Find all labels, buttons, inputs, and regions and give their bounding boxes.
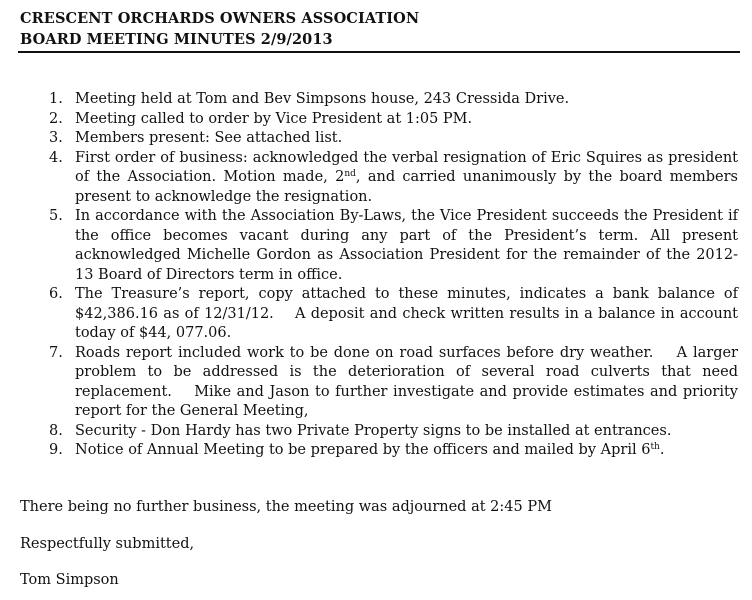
minutes-item-4 [0, 149, 752, 208]
document-title: BOARD MEETING MINUTES 2/9/2013 [20, 31, 333, 48]
ordinal-suffix: th [650, 442, 660, 452]
minutes-item-7 [0, 344, 752, 422]
minutes-item-3 [0, 129, 752, 149]
item-number: 6. [49, 286, 63, 302]
adjournment-statement: There being no further business, the meeting was adjourned at 2:45 PM [20, 499, 552, 515]
item-number: 4. [49, 149, 63, 166]
item-number: 8. [49, 422, 63, 439]
item-number: 5. [49, 208, 63, 224]
submission-line: Respectfully submitted, [20, 536, 195, 552]
item-text-end: . [659, 442, 665, 458]
item-text: Security - Don Hardy has two Private Property signs to be installed at entrances. [75, 422, 672, 439]
document-header [20, 8, 740, 50]
header-divider [18, 51, 740, 53]
minutes-item-6 [0, 285, 752, 344]
item-text: The Treasure’s report, copy attached to these minutes, indicates a bank balance of $42,386.16 as of 12/31/12. A deposit and check written results in a balance in account today of $44, 077.06. [75, 286, 743, 341]
item-number: 9. [49, 442, 63, 458]
organization-name: CRESCENT ORCHARDS OWNERS ASSOCIATION [20, 10, 420, 27]
item-number: 1. [49, 91, 63, 107]
item-text: Members present: See attached list. [75, 130, 343, 146]
ordinal-suffix: nd [344, 169, 356, 179]
item-number: 3. [49, 130, 63, 146]
item-text: Meeting called to order by Vice President at 1:05 PM. [75, 110, 473, 127]
item-text-end: , and carried unanimously by the board members present to acknowledge the resignation. [75, 169, 738, 205]
item-text: Roads report included work to be done on road surfaces before dry weather. A larger problem to be addressed is the deterioration of several road culverts that need replacement. Mike and Jason to further investigate and provide estimates and priority report for the General Meeting, [75, 344, 743, 419]
item-text: In accordance with the Association By-Laws, the Vice President succeeds the President if the office becomes vacant during any part of the President’s term. All present acknowledged Michelle Gordon as Association President for the remainder of the 2012-13 Board of Directors term in office. [75, 208, 738, 283]
item-number: 2. [49, 110, 63, 127]
signature-name: Tom Simpson [20, 572, 119, 588]
item-text-start: First order of business: acknowledged the verbal resignation of Eric Squires as president of the Association. Motion made, 2 [75, 149, 738, 185]
minutes-item-9 [0, 441, 752, 461]
minutes-item-1 [0, 90, 752, 110]
minutes-list [0, 90, 752, 461]
minutes-item-5 [0, 207, 752, 285]
item-number: 7. [49, 344, 63, 361]
item-text-start: Notice of Annual Meeting to be prepared by the officers and mailed by April 6 [75, 442, 651, 458]
item-text: Meeting held at Tom and Bev Simpsons house, 243 Cressida Drive. [75, 91, 570, 107]
minutes-item-2 [0, 110, 752, 130]
minutes-item-8 [0, 422, 752, 442]
